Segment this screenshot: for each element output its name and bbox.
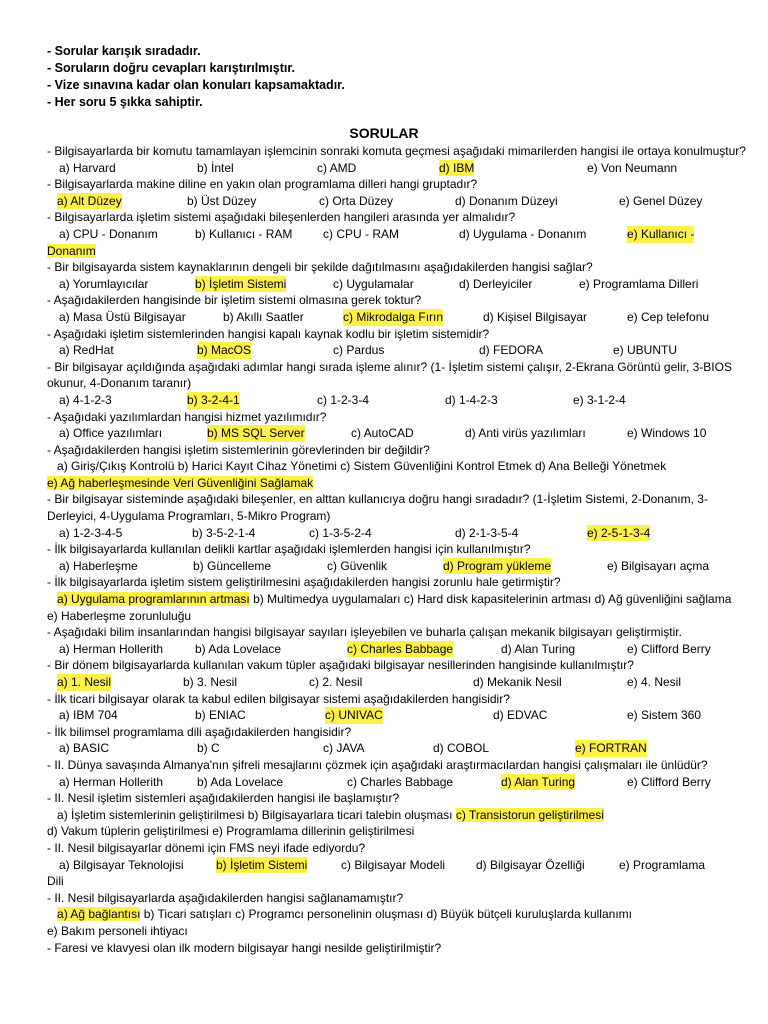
answer-option-highlighted: Donanım [47, 243, 96, 258]
answer-option: c) Uygulamalar [333, 276, 414, 291]
question-item [47, 409, 747, 442]
answer-option: d) Ağ güvenliğini sağlama [594, 592, 732, 607]
question-item [47, 657, 747, 690]
answer-option-highlighted: e) 2-5-1-3-4 [587, 525, 651, 540]
question-text: - Aşağıdakilerden hangisi işletim sistemlerinin görevlerinden bir değildir? [47, 442, 430, 457]
option-continuation [47, 243, 747, 260]
answer-option: d) COBOL [433, 741, 490, 756]
options-row [47, 740, 747, 757]
answer-option-highlighted: c) Charles Babbage [347, 641, 454, 656]
answer-option-highlighted: e) FORTRAN [575, 741, 647, 756]
answer-option: d) FEDORA [479, 343, 544, 358]
question-text: - Bilgisayarlarda işletim sistemi aşağıdaki bileşenlerden hangileri arasında yer almalıdır? [47, 210, 516, 225]
question-text: - Bilgisayarlarda makine diline en yakın olan programlama dilleri hangi gruptadır? [47, 177, 478, 192]
answer-option: b) Ada Lovelace [195, 641, 282, 656]
answer-option: c) Sistem Güvenliğini Kontrol Etmek [340, 459, 532, 474]
options-row [47, 342, 747, 359]
answer-option: e) Bakım personeli ihtiyacı [47, 923, 188, 938]
answer-option-highlighted: c) UNIVAC [325, 708, 383, 723]
answer-option-highlighted: b) MS SQL Server [207, 426, 305, 441]
answer-option-highlighted: b) MacOS [197, 343, 252, 358]
options-row [47, 525, 747, 542]
answer-option: b) Multimedya uygulamaları [253, 592, 401, 607]
answer-option: e) Haberleşme zorunluluğu [47, 608, 192, 623]
answer-option: b) 3-5-2-1-4 [192, 525, 256, 540]
question-item [47, 940, 747, 957]
answer-option: d) Uygulama - Donanım [459, 226, 587, 241]
answer-option: c) Güvenlik [327, 558, 388, 573]
note-item: - Sorular karışık sıradadır. [47, 44, 201, 58]
answer-option-highlighted: a) Ağ bağlantısı [57, 907, 141, 922]
question-text: - Aşağıdaki işletim sistemlerinden hangisi kapalı kaynak kodlu bir işletim sistemidir? [47, 326, 490, 341]
options-row [47, 425, 747, 442]
answer-option: c) 1-3-5-2-4 [309, 525, 372, 540]
answer-option: Dili [47, 874, 64, 889]
answer-option: e) Cep telefonu [627, 309, 710, 324]
answer-option: b) Ada Lovelace [197, 774, 284, 789]
answer-option: b) Akıllı Saatler [223, 309, 304, 324]
answer-option: a) BASIC [59, 741, 110, 756]
options-line [47, 906, 747, 939]
answer-option-highlighted: c) Mikrodalga Fırın [343, 309, 444, 324]
question-text: - II. Dünya savaşında Almanya'nın şifreli mesajlarını çözmek için aşağıdaki araştırmacılardan hangisi çalışmaları ile ünlüdür? [47, 757, 708, 772]
answer-option: e) Bilgisayarı açma [607, 558, 710, 573]
answer-option: e) Genel Düzey [619, 193, 703, 208]
answer-option-highlighted: a) 1. Nesil [57, 675, 112, 689]
options-row [47, 276, 747, 293]
answer-option-highlighted: b) 3-2-4-1 [187, 392, 240, 407]
question-item [47, 491, 747, 541]
answer-option: e) Von Neumann [587, 160, 678, 175]
question-item [47, 176, 747, 209]
answer-option: e) Programlama dillerinin geliştirilmesi [212, 824, 415, 839]
answer-option: b) Bilgisayarlara ticari talebin oluşması [247, 807, 453, 822]
answer-option: e) Programlama Dilleri [579, 276, 699, 291]
options-row [47, 193, 747, 210]
answer-option-highlighted: a) Alt Düzey [57, 193, 122, 208]
answer-option-highlighted: d) Alan Turing [501, 774, 576, 789]
question-item [47, 724, 747, 757]
answer-option: c) Hard disk kapasitelerinin artması [403, 592, 592, 607]
answer-option: b) 3. Nesil [183, 675, 238, 689]
question-item [47, 442, 747, 492]
answer-option: e) Clifford Berry [627, 641, 711, 656]
answer-option-highlighted: b) İşletim Sistemi [216, 857, 308, 872]
answer-option: c) Bilgisayar Modeli [341, 857, 446, 872]
options-row [47, 857, 747, 874]
question-item [47, 292, 747, 325]
question-item [47, 840, 747, 890]
answer-option: b) Harici Kayıt Cihaz Yönetimi [177, 459, 337, 474]
options-line [47, 807, 747, 840]
question-text: - İlk bilimsel programlama dili aşağıdakilerden hangisidir? [47, 724, 352, 739]
answer-option: b) C [197, 741, 220, 756]
answer-option: d) Büyük bütçeli kuruluşlarda kullanımı [426, 907, 632, 922]
answer-option: b) Üst Düzey [187, 193, 257, 208]
option-continuation [47, 873, 747, 890]
question-text: - Bir bilgisayar sisteminde aşağıdaki bileşenler, en alttan kullanıcıya doğru hangi sıradadır? (1-İşletim Sistemi, 2-Donanım, 3-Derleyici, 4-Uygulama Programları, 5-Mikro Program) [47, 492, 708, 524]
answer-option: d) Ana Belleği Yönetmek [535, 459, 667, 474]
answer-option: e) Clifford Berry [627, 774, 711, 789]
question-item [47, 359, 747, 409]
answer-option: a) Bilgisayar Teknolojisi [59, 857, 184, 872]
question-text: - İlk bilgisayarlarda kullanılan delikli kartlar aşağıdaki işlemlerden hangisi için kullanılmıştır? [47, 542, 531, 557]
question-item [47, 143, 747, 176]
answer-option: e) Windows 10 [627, 426, 707, 441]
question-item [47, 541, 747, 574]
options-row [47, 774, 747, 791]
question-text: - Bir bilgisayar açıldığında aşağıdaki adımlar hangi sırada işleme alınır? (1- İşletim sistemi çalışır, 2-Ekrana Görüntü gelir, 3-BIOS okunur, 4-Donanım taranır) [47, 359, 732, 391]
answer-option: d) Vakum tüplerin geliştirilmesi [47, 824, 209, 839]
answer-option: a) Haberleşme [59, 558, 138, 573]
answer-option: a) RedHat [59, 343, 114, 358]
question-item [47, 691, 747, 724]
options-row [47, 226, 747, 243]
answer-option: c) AutoCAD [351, 426, 414, 441]
question-text: - Faresi ve klavyesi olan ilk modern bilgisayar hangi nesilde geliştirilmiştir? [47, 940, 442, 955]
answer-option: e) 4. Nesil [627, 675, 682, 689]
answer-option: d) Mekanik Nesil [473, 675, 562, 689]
answer-option: a) Masa Üstü Bilgisayar [59, 309, 186, 324]
answer-option: d) Alan Turing [501, 641, 576, 656]
answer-option: a) 4-1-2-3 [59, 392, 112, 407]
options-line [47, 591, 747, 624]
options-row [47, 707, 747, 724]
question-text: - Aşağıdaki yazılımlardan hangisi hizmet yazılımıdır? [47, 409, 327, 424]
answer-option: c) Pardus [333, 343, 385, 358]
question-text: - II. Nesil bilgisayarlarda aşağıdakilerden hangisi sağlanamamıştır? [47, 890, 404, 905]
answer-option: e) UBUNTU [613, 343, 678, 358]
answer-option: b) ENIAC [195, 708, 246, 723]
answer-option: c) 2. Nesil [309, 675, 363, 689]
question-item [47, 209, 747, 259]
answer-option: c) Charles Babbage [347, 774, 454, 789]
note-item: - Her soru 5 şıkka sahiptir. [47, 95, 203, 109]
note-item: - Vize sınavına kadar olan konuları kapsamaktadır. [47, 78, 345, 92]
answer-option: d) Donanım Düzeyi [455, 193, 558, 208]
answer-option-highlighted: b) İşletim Sistemi [195, 276, 287, 291]
question-text: - Bilgisayarlarda bir komutu tamamlayan işlemcinin sonraki komuta geçmesi aşağıdaki mimarilerden hangisi ile ortaya konulmuştur? [47, 144, 746, 158]
answer-option: d) EDVAC [493, 708, 548, 723]
answer-option: c) Orta Düzey [319, 193, 394, 208]
answer-option: c) CPU - RAM [323, 226, 399, 241]
question-text: - Aşağıdakilerden hangisinde bir işletim sistemi olmasına gerek toktur? [47, 293, 422, 308]
question-text: - İlk ticari bilgisayar olarak ta kabul edilen bilgisayar sistemi aşağıdakilerden hangisidir? [47, 691, 510, 706]
question-item [47, 890, 747, 940]
question-item [47, 757, 747, 790]
answer-option: a) IBM 704 [59, 708, 118, 723]
answer-option: d) 1-4-2-3 [445, 392, 498, 407]
answer-option: a) İşletim sistemlerinin geliştirilmesi [57, 807, 245, 822]
answer-option: d) Anti virüs yazılımları [465, 426, 586, 441]
question-list [47, 143, 747, 956]
section-title: SORULAR [349, 125, 419, 141]
options-row [47, 392, 747, 409]
options-row [47, 674, 747, 691]
answer-option: c) JAVA [323, 741, 365, 756]
options-row [47, 160, 747, 177]
answer-option: e) Sistem 360 [627, 708, 702, 723]
answer-option: b) Güncelleme [193, 558, 272, 573]
note-item: - Soruların doğru cevapları karıştırılmıştır. [47, 61, 295, 75]
answer-option: a) Yorumlayıcılar [59, 276, 149, 291]
question-item [47, 326, 747, 359]
question-text: - Aşağıdaki bilim insanlarından hangisi bilgisayar sayıları işleyebilen ve buharla çalışan mekanik bilgisayarı geliştirmiştir. [47, 625, 682, 640]
answer-option: c) 1-2-3-4 [317, 392, 370, 407]
question-item [47, 259, 747, 292]
notes-list [47, 43, 345, 111]
question-item [47, 624, 747, 657]
question-item [47, 574, 747, 624]
answer-option: a) Herman Hollerith [59, 774, 164, 789]
answer-option-highlighted: d) Program yükleme [443, 558, 552, 573]
answer-option: c) Programcı personelinin oluşması [235, 907, 424, 922]
answer-option: d) Kişisel Bilgisayar [483, 309, 588, 324]
answer-option: a) Harvard [59, 160, 116, 175]
question-text: - İlk bilgisayarlarda işletim sistem geliştirilmesini aşağıdakilerden hangisi zorunlu hale getirmiştir? [47, 575, 561, 590]
question-text: - Bir bilgisayarda sistem kaynaklarının dengeli bir şekilde dağıtılmasını aşağıdakilerden hangisi sağlar? [47, 260, 593, 275]
answer-option-highlighted: d) IBM [439, 160, 475, 175]
question-text: - II. Nesil işletim sistemleri aşağıdakilerden hangisi ile başlamıştır? [47, 791, 400, 806]
options-row [47, 309, 747, 326]
answer-option: d) 2-1-3-5-4 [455, 525, 519, 540]
answer-option: a) CPU - Donanım [59, 226, 158, 241]
answer-option: e) Programlama [619, 857, 706, 872]
answer-option-highlighted: a) Uygulama programlarının artması [57, 592, 250, 607]
answer-option-highlighted: e) Ağ haberleşmesinde Veri Güvenliğini Sağlamak [47, 475, 314, 490]
answer-option: b) Kullanıcı - RAM [195, 226, 293, 241]
options-row [47, 558, 747, 575]
question-text: - II. Nesil bilgisayarlar dönemi için FMS neyi ifade ediyordu? [47, 840, 366, 855]
options-line [47, 458, 747, 491]
answer-option: a) 1-2-3-4-5 [59, 525, 123, 540]
answer-option: a) Giriş/Çıkış Kontrolü [57, 459, 175, 474]
options-row [47, 641, 747, 658]
answer-option: a) Office yazılımları [59, 426, 163, 441]
answer-option: c) AMD [317, 160, 357, 175]
answer-option: b) İntel [197, 160, 234, 175]
answer-option-highlighted: e) Kullanıcı - [627, 226, 695, 241]
question-text: - Bir dönem bilgisayarlarda kullanılan vakum tüpler aşağıdaki bilgisayar nesillerinden hangisinde kullanılmıştır? [47, 658, 634, 673]
answer-option: a) Herman Hollerith [59, 641, 164, 656]
answer-option-highlighted: c) Transistorun geliştirilmesi [455, 807, 604, 822]
answer-option: b) Ticari satışları [143, 907, 232, 922]
question-item [47, 790, 747, 840]
answer-option: d) Bilgisayar Özelliği [476, 857, 585, 872]
answer-option: e) 3-1-2-4 [573, 392, 626, 407]
answer-option: d) Derleyiciler [459, 276, 533, 291]
